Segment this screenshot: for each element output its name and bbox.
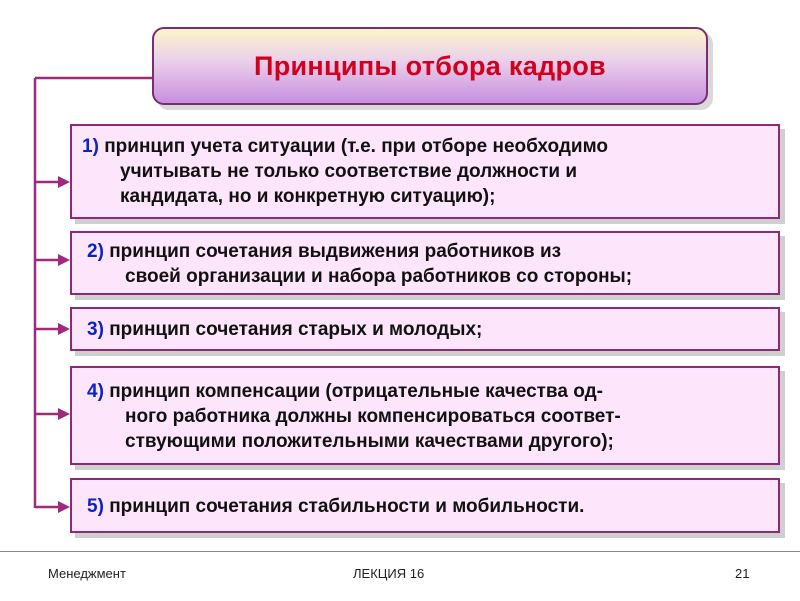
arrow-4-head <box>58 408 70 420</box>
title: Принципы отбора кадров <box>254 50 606 81</box>
principle-3 <box>70 307 780 351</box>
principle-2-line-2: своей организации и набора работников со стороны; <box>125 266 633 287</box>
arrow-5-head <box>58 501 70 513</box>
principle-1-line-3: кандидата, но и конкретную ситуацию); <box>120 186 496 207</box>
arrow-1-head <box>58 176 70 188</box>
principle-2-number: 2) <box>87 241 104 262</box>
principle-5-number: 5) <box>87 496 104 517</box>
principle-1-line-2: учитывать не только соответствие должности и <box>120 161 578 182</box>
principle-5-line-1: принцип сочетания стабильности и мобильности. <box>109 496 585 517</box>
principle-1 <box>70 124 780 219</box>
title-box <box>152 27 708 105</box>
principle-5 <box>70 478 780 533</box>
principle-3-number: 3) <box>87 319 104 340</box>
principle-4-number: 4) <box>87 381 104 402</box>
footer-course: Менеджмент <box>48 566 126 581</box>
principle-4-line-1: принцип компенсации (отрицательные качества од- <box>109 381 603 402</box>
principle-3-line-1: принцип сочетания старых и молодых; <box>109 319 483 340</box>
footer-lecture: ЛЕКЦИЯ 16 <box>353 566 425 581</box>
principle-2 <box>70 231 780 295</box>
principle-1-number: 1) <box>82 136 99 157</box>
slide-footer <box>0 551 800 601</box>
principle-1-line-1: принцип учета ситуации (т.е. при отборе необходимо <box>104 136 608 157</box>
footer-page-number: 21 <box>735 566 750 581</box>
principle-2-line-1: принцип сочетания выдвижения работников из <box>109 241 562 262</box>
principle-4 <box>70 366 780 465</box>
principle-4-line-3: ствующими положительными качествами другого); <box>125 431 614 452</box>
principle-4-line-2: ного работника должны компенсироваться соответ- <box>125 406 621 427</box>
arrow-3-head <box>58 323 70 335</box>
arrow-2-head <box>58 254 70 266</box>
